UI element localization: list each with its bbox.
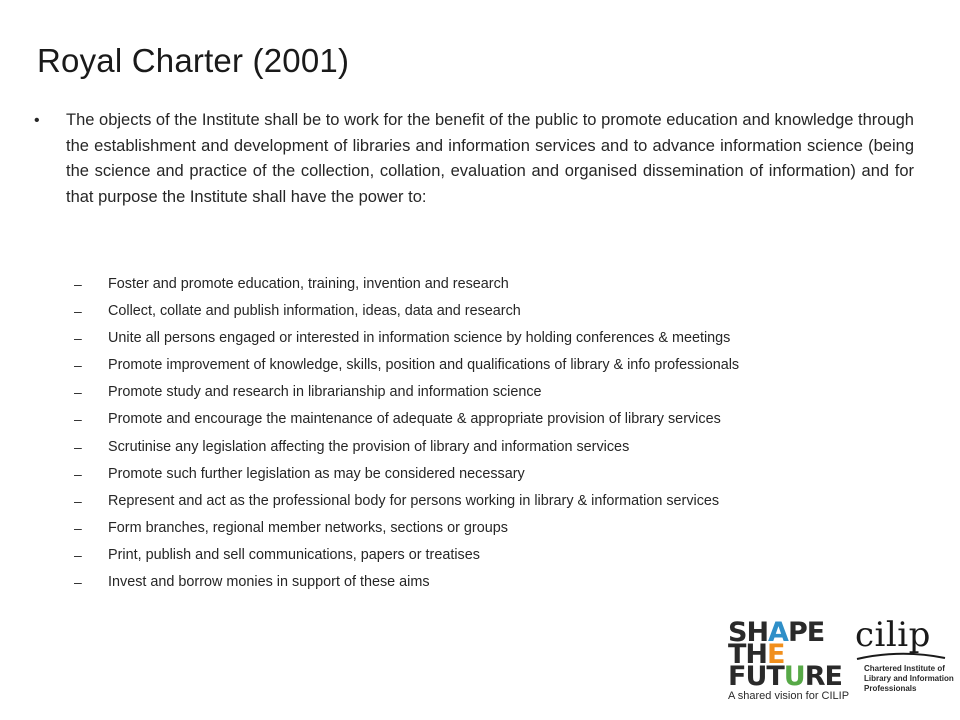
- power-text: Print, publish and sell communications, papers or treatises: [108, 546, 480, 563]
- power-text: Promote and encourage the maintenance of adequate & appropriate provision of library services: [108, 411, 721, 428]
- power-text: Unite all persons engaged or interested in information science by holding conferences & meetings: [108, 330, 731, 347]
- cilip-subtitle-line: Library and Information: [864, 674, 954, 683]
- slide-title: Royal Charter (2001): [37, 42, 350, 79]
- logo-tagline: A shared vision for CILIP: [728, 690, 850, 702]
- power-text: Promote such further legislation as may be considered necessary: [108, 465, 525, 482]
- main-bullet: [34, 108, 914, 210]
- dash-marker: –: [74, 465, 82, 482]
- cilip-logo: [855, 615, 955, 714]
- list-item: [74, 515, 914, 542]
- dash-marker: –: [74, 438, 82, 455]
- logo-letter-a: A: [768, 617, 788, 648]
- power-text: Scrutinise any legislation affecting the provision of library and information services: [108, 438, 630, 455]
- cilip-subtitle-line: Professionals: [864, 684, 917, 693]
- list-item: [74, 461, 914, 488]
- dash-marker: –: [74, 303, 82, 320]
- bullet-marker: •: [34, 112, 40, 129]
- dash-marker: –: [74, 546, 82, 563]
- logo-letters-th: TH: [728, 639, 768, 670]
- power-text: Collect, collate and publish information, ideas, data and research: [108, 303, 521, 320]
- power-text: Represent and act as the professional body for persons working in library & information services: [108, 492, 720, 509]
- list-item: [74, 379, 914, 406]
- logo-letters-sh: SH: [728, 617, 769, 648]
- list-item: [74, 352, 914, 379]
- logo-line-future: [728, 661, 843, 692]
- shape-the-future-logo: [728, 617, 850, 714]
- power-text: Promote improvement of knowledge, skills, position and qualifications of library & info professionals: [108, 357, 740, 374]
- list-item: [74, 542, 914, 569]
- dash-marker: –: [74, 384, 82, 401]
- logo-letter-u: U: [783, 661, 805, 692]
- list-item: [74, 298, 914, 325]
- logo-letters-re: RE: [804, 661, 842, 692]
- list-item: [74, 488, 914, 515]
- power-text: Form branches, regional member networks, sections or groups: [108, 519, 508, 536]
- cilip-subtitle: [855, 664, 955, 694]
- dash-marker: –: [74, 411, 82, 428]
- charter-objects-text: The objects of the Institute shall be to work for the benefit of the public to promote education and knowledge through the establishment and development of libraries and information services and to advance information science (being the science and practice of the collection, collation, evaluation and organised dissemination of information) and for that purpose the Institute shall have the power to:: [66, 111, 914, 206]
- logo-letters-pe: PE: [787, 617, 825, 648]
- dash-marker: –: [74, 357, 82, 374]
- list-item: [74, 569, 914, 596]
- logo-letters-fut: FUT: [728, 661, 784, 692]
- logo-letter-e: E: [767, 639, 785, 670]
- cilip-wordmark: cilip: [855, 615, 931, 655]
- dash-marker: –: [74, 519, 82, 536]
- list-item: [74, 325, 914, 352]
- list-item: [74, 271, 914, 298]
- cilip-subtitle-line: Chartered Institute of: [864, 664, 945, 673]
- power-text: Foster and promote education, training, invention and research: [108, 276, 509, 292]
- list-item: [74, 434, 914, 461]
- power-text: Promote study and research in librarianship and information science: [108, 384, 542, 401]
- dash-marker: –: [74, 574, 82, 591]
- power-text: Invest and borrow monies in support of these aims: [108, 574, 430, 591]
- list-item: [74, 406, 914, 433]
- dash-marker: –: [74, 276, 82, 292]
- dash-marker: –: [74, 492, 82, 509]
- dash-marker: –: [74, 330, 82, 347]
- powers-list: [74, 271, 914, 596]
